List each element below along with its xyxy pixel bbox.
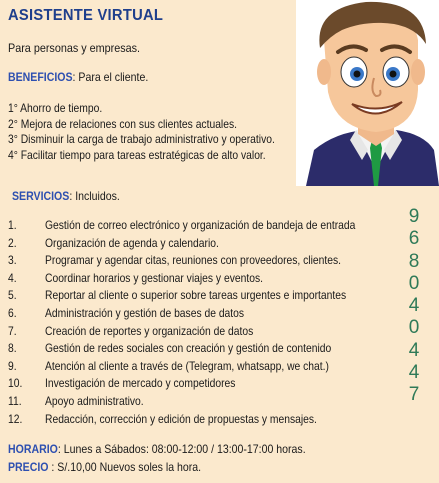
service-item — [8, 324, 428, 342]
services-text: : Incluidos. — [69, 189, 120, 203]
schedule-text: : Lunes a Sábados: 08:00-12:00 / 13:00-17:00 horas. — [57, 442, 306, 456]
phone-digit: 0 — [408, 272, 420, 294]
schedule-label: HORARIO — [8, 442, 58, 456]
service-item — [8, 236, 428, 254]
phone-digit: 8 — [408, 250, 420, 272]
service-number: 3. — [8, 253, 17, 268]
benefit-item: 4° Facilitar tiempo para tareas estratégicas de alto valor. — [8, 147, 266, 162]
service-item — [8, 288, 428, 306]
service-text: Reportar al cliente o superior sobre tareas urgentes e importantes — [45, 288, 347, 303]
service-item — [8, 341, 428, 359]
service-number: 6. — [8, 305, 17, 320]
intro-text: Para personas y empresas. — [8, 41, 141, 55]
service-text: Redacción, corrección y edición de propuestas y mensajes. — [45, 411, 317, 426]
price-label: PRECIO — [8, 460, 49, 474]
benefit-item: 3° Disminuir la carga de trabajo administrativo y operativo. — [8, 132, 275, 146]
schedule-line — [8, 442, 306, 456]
service-item — [8, 271, 428, 289]
service-item — [8, 306, 428, 324]
service-text: Programar y agendar citas, reuniones con proveedores, clientes. — [45, 253, 342, 268]
service-text: Coordinar horarios y gestionar viajes y eventos. — [45, 270, 263, 285]
service-item — [8, 394, 428, 412]
assistant-avatar-illustration — [296, 0, 439, 186]
service-text: Gestión de correo electrónico y organización de bandeja de entrada — [45, 218, 356, 232]
service-text: Administración y gestión de bases de datos — [45, 305, 245, 320]
price-line — [8, 460, 201, 474]
page-title: ASISTENTE VIRTUAL — [8, 7, 164, 24]
service-item — [8, 376, 428, 394]
services-label: SERVICIOS — [12, 189, 70, 203]
service-number: 2. — [8, 235, 17, 250]
phone-digit: 4 — [408, 295, 420, 317]
service-text: Investigación de mercado y competidores — [45, 376, 236, 391]
service-number: 8. — [8, 341, 17, 356]
phone-number-vertical — [404, 206, 424, 407]
service-item — [8, 218, 428, 236]
services-list — [8, 218, 428, 429]
phone-digit: 9 — [408, 206, 420, 227]
services-heading — [12, 189, 120, 203]
benefits-heading — [8, 70, 148, 84]
phone-digit: 0 — [408, 317, 420, 339]
service-item — [8, 412, 428, 430]
phone-digit: 7 — [408, 384, 420, 406]
service-text: Apoyo administrativo. — [45, 393, 144, 408]
benefits-list — [8, 101, 275, 163]
service-number: 12. — [8, 411, 23, 426]
service-text: Atención al cliente a través de (Telegram, whatsapp, we chat.) — [45, 358, 329, 373]
benefit-item: 2° Mejora de relaciones con sus clientes actuales. — [8, 116, 238, 131]
service-number: 1. — [8, 218, 17, 232]
benefit-item: 1° Ahorro de tiempo. — [8, 101, 103, 115]
service-number: 11. — [8, 393, 22, 408]
price-text: : S/.10,00 Nuevos soles la hora. — [48, 460, 202, 474]
service-text: Gestión de redes sociales con creación y gestión de contenido — [45, 341, 332, 356]
service-number: 5. — [8, 288, 17, 303]
service-item — [8, 250, 428, 272]
phone-digit: 4 — [408, 339, 420, 361]
benefits-text: : Para el cliente. — [72, 70, 149, 84]
phone-digit: 6 — [408, 228, 420, 250]
service-number: 9. — [8, 358, 17, 373]
service-number: 4. — [8, 270, 17, 285]
service-text: Organización de agenda y calendario. — [45, 235, 219, 250]
service-number: 10. — [8, 376, 23, 391]
phone-digit: 4 — [408, 362, 420, 384]
service-text: Creación de reportes y organización de datos — [45, 323, 254, 338]
service-item — [8, 359, 428, 377]
service-number: 7. — [8, 323, 17, 338]
benefits-label: BENEFICIOS — [8, 70, 73, 84]
